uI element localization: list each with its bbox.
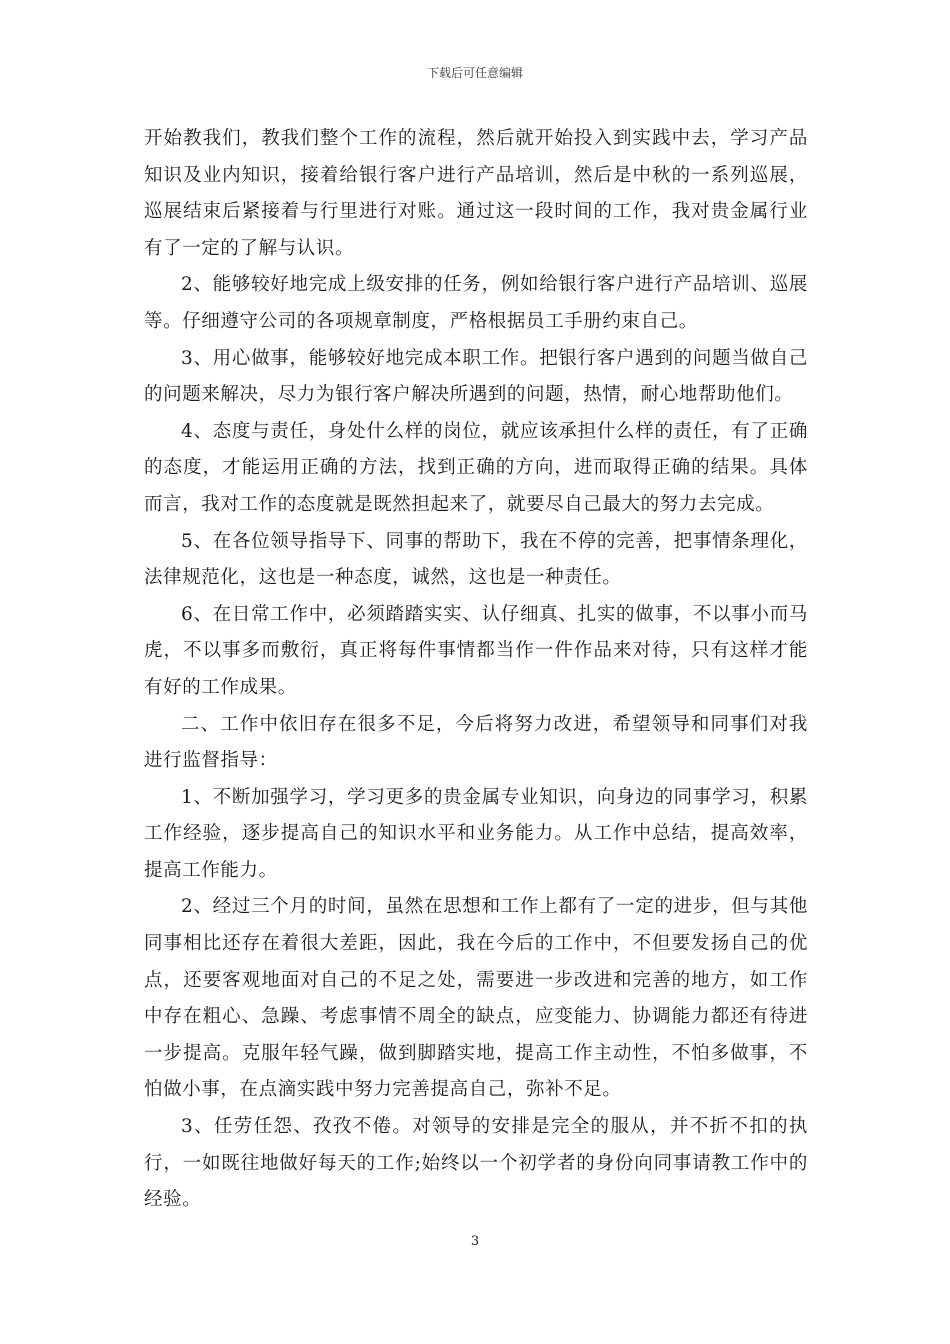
page-header: 下载后可任意编辑	[426, 66, 523, 80]
paragraph: 2、能够较好地完成上级安排的任务，例如给银行客户进行产品培训、巡展等。仔细遵守公司的各项规章制度，严格根据员工手册约束自己。	[144, 274, 808, 332]
paragraph: 5、在各位领导指导下、同事的帮助下，我在不停的完善，把事情条理化，法律规范化，这也是一种态度，诚然，这也是一种责任。	[144, 530, 808, 589]
paragraph: 3、用心做事，能够较好地完成本职工作。把银行客户遇到的问题当做自己的问题来解决，尽力为银行客户解决所遇到的问题，热情，耐心地帮助他们。	[144, 347, 808, 406]
page-number: 3	[470, 1234, 480, 1249]
paragraph: 4、态度与责任，身处什么样的岗位，就应该承担什么样的责任，有了正确的态度，才能运用正确的方法，找到正确的方向，进而取得正确的结果。具体而言，我对工作的态度就是既然担起来了，就要尽自己最大的努力去完成。	[144, 420, 808, 515]
paragraph: 6、在日常工作中，必须踏踏实实、认仔细真、扎实的做事，不以事小而马虎，不以事多而敷衍，真正将每件事情都当作一件作品来对待，只有这样才能有好的工作成果。	[144, 603, 808, 698]
section-heading: 二、工作中依旧存在很多不足，今后将努力改进，希望领导和同事们对我进行监督指导：	[144, 713, 808, 772]
paragraph: 开始教我们，教我们整个工作的流程，然后就开始投入到实践中去，学习产品知识及业内知识，接着给银行客户进行产品培训，然后是中秋的一系列巡展，巡展结束后紧接着与行里进行对账。通过这一段时间的工作，我对贵金属行业有了一定的了解与认识。	[144, 128, 808, 259]
paragraph: 3、任劳任怨、孜孜不倦。对领导的安排是完全的服从，并不折不扣的执行，一如既往地做好每天的工作;始终以一个初学者的身份向同事请教工作中的经验。	[144, 1116, 808, 1211]
paragraph: 2、经过三个月的时间，虽然在思想和工作上都有了一定的进步，但与其他同事相比还存在着很大差距，因此，我在今后的工作中，不但要发扬自己的优点，还要客观地面对自己的不足之处，需要进一步改进和完善的地方，如工作中存在粗心、急躁、考虑事情不周全的缺点，应变能力、协调能力都还有待进一步提高。克服年轻气躁，做到脚踏实地，提高工作主动性，不怕多做事，不怕做小事，在点滴实践中努力完善提高自己，弥补不足。	[144, 896, 808, 1101]
paragraph: 1、不断加强学习，学习更多的贵金属专业知识，向身边的同事学习，积累工作经验，逐步提高自己的知识水平和业务能力。从工作中总结，提高效率，提高工作能力。	[144, 786, 808, 881]
document-body	[144, 121, 808, 1219]
